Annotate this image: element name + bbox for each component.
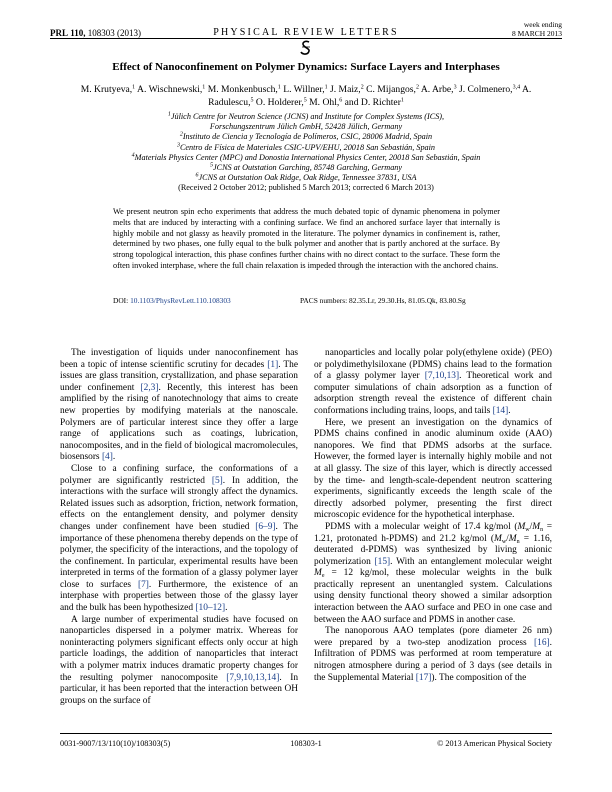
- doi-link[interactable]: 10.1103/PhysRevLett.110.108303: [130, 296, 231, 305]
- reference-link: [7]: [137, 579, 149, 590]
- affiliation-mark: 3: [176, 142, 180, 149]
- author-affil-mark: 1: [202, 84, 206, 91]
- reference-link: [15]: [374, 556, 391, 567]
- journal-name: PHYSICAL REVIEW LETTERS: [213, 27, 399, 38]
- footer-code: 0031-9007/13/110(10)/108303(5): [60, 739, 171, 748]
- reference-link: [1]: [267, 359, 279, 370]
- body-text: .: [508, 405, 511, 416]
- body-paragraph: [60, 464, 298, 615]
- affiliation-text: Materials Physics Center (MPC) and Donostia International Physics Center, 20018 San Sebastián, Spain: [134, 152, 481, 162]
- aps-logo-glyph-icon: [299, 40, 313, 56]
- math-expression: [314, 568, 324, 578]
- affiliation-lines: [50, 112, 562, 183]
- body-paragraph: [60, 615, 298, 708]
- reference-link: [5]: [211, 475, 223, 486]
- body-text: nanoparticles and locally polar poly(ethylene oxide) (PEO) or polydimethylsiloxane (PDMS) chains lead to the formation of a glassy polymer layer: [314, 348, 552, 382]
- affiliation-list: [50, 112, 562, 194]
- body-paragraph: [60, 348, 298, 464]
- affiliation-line: [50, 122, 562, 132]
- body-paragraph: [314, 626, 552, 684]
- body-text: . Infiltration of PDMS was performed at room temperature at nitrogen atmosphere during a period of 3 days (see details in the Supplemental Material: [314, 637, 552, 683]
- author: M. Krutyeva,: [80, 84, 133, 95]
- affiliation-text: Forschungszentrum Jülich GmbH, 52428 Jülich, Germany: [209, 122, 403, 132]
- author: A. Wischnewski,: [137, 84, 203, 95]
- math-subscript: n: [540, 526, 544, 533]
- math-expression: $M_w/M_n$: [517, 521, 544, 533]
- reference-link: [7,9,10,13,14]: [226, 672, 280, 683]
- reference-link: [10–12]: [195, 603, 226, 614]
- body-column-right: [314, 348, 552, 684]
- author-affil-mark: 5: [303, 97, 307, 104]
- math-symbol: M: [314, 568, 322, 579]
- author-affil-mark: 2: [360, 84, 364, 91]
- author-affil-mark: 5: [250, 97, 254, 104]
- body-paragraph: [314, 418, 552, 522]
- affiliation-mark: 1: [167, 111, 171, 118]
- author: J. Colmenero,: [459, 84, 513, 95]
- body-paragraph: [314, 522, 552, 626]
- reference-link: [17]: [415, 672, 432, 683]
- math-symbol: M: [517, 521, 526, 532]
- affiliation-mark: 6: [195, 172, 199, 179]
- body-text: The investigation of liquids under nanoconfinement has been a topic of intense scientific scrutiny for decades: [60, 348, 298, 370]
- affiliation-line: [50, 143, 562, 153]
- body-paragraph: [314, 348, 552, 418]
- footer-rule: [60, 733, 552, 734]
- doi: DOI: 10.1103/PhysRevLett.110.108303: [113, 296, 231, 305]
- body-text: .: [225, 603, 228, 614]
- affiliation-text: Centro de Física de Materiales CSIC-UPV/EHU, 20018 San Sebastián, Spain: [179, 142, 436, 152]
- math-subscript: n: [516, 538, 520, 545]
- journal-citation: PRL 110, 108303 (2013): [50, 28, 142, 38]
- pacs-numbers: PACS numbers: 82.35.Lr, 29.30.Hs, 81.05.Qk, 83.80.Sg: [300, 296, 466, 305]
- body-text: . In addition, the interactions with the surface will strongly affect the dynamics. Related issues such as adsorption, friction, network formation, effects on the entanglement density, and polymer density changes under confinement have been studied: [60, 475, 298, 532]
- reference-link: [14]: [492, 405, 509, 416]
- body-text: . The issues are glass transition, crystallization, and phase separation under confinement: [60, 359, 299, 393]
- page-number: 108303-1: [290, 739, 322, 748]
- body-text: .: [112, 452, 116, 463]
- math-subscript: e: [321, 573, 325, 580]
- math-subscript: w: [525, 526, 530, 533]
- body-text: . In particular, it has been reported that the interaction between OH groups on the surface of: [60, 672, 299, 706]
- author: J. Maiz,: [330, 84, 361, 95]
- body-text: = 1.21, protonated h-PDMS) and 21.2 kg/mol (: [314, 521, 553, 544]
- affiliation-line: [50, 163, 562, 173]
- author-affil-mark: 3: [453, 84, 457, 91]
- affiliation-mark: 4: [131, 152, 135, 159]
- affiliation-text: JCNS at Outstation Garching, 85748 Garching, Germany: [212, 163, 403, 173]
- author-affil-mark: 3,4: [512, 84, 521, 91]
- body-text: Close to a confining surface, the conformations of a polymer are significantly restricted: [60, 463, 298, 486]
- author-affil-mark: 1: [132, 84, 136, 91]
- math-subscript: w: [501, 538, 507, 545]
- body-text: ). The composition of the: [431, 672, 527, 683]
- author: M. Ohl,: [309, 96, 340, 108]
- author: M. Monkenbusch,: [207, 84, 278, 95]
- reference-link: [16]: [534, 637, 550, 648]
- affiliation-text: Instituto de Ciencia y Tecnología de Polímeros, CSIC, 28006 Madrid, Spain: [182, 132, 433, 142]
- paper-title: Effect of Nanoconfinement on Polymer Dynamics: Surface Layers and Interphases: [112, 61, 500, 73]
- affiliation-line: [50, 132, 562, 142]
- author-affil-mark: 1: [324, 84, 328, 91]
- author: and D. Richter: [344, 96, 401, 108]
- author-affil-mark: 6: [339, 97, 343, 104]
- math-symbol: M: [494, 533, 502, 544]
- affiliation-line: [50, 153, 562, 163]
- body-text: . Furthermore, the existence of an interphase with properties between those of the glassy layer and the bulk has been hypothesized: [60, 579, 298, 614]
- body-text: = 1.16, deuterated d-PDMS) was synthesized by living anionic polymerization: [314, 533, 552, 567]
- affiliation-text: JCNS at Outstation Oak Ridge, Oak Ridge, Tennessee 37831, USA: [198, 173, 417, 183]
- body-text: A large number of experimental studies have focused on nanoparticles dispersed in a polymer matrix. Whereas for noninteracting polymers significant effects only occur at high particle loadings, the addition of nanoparticles that interact with a polymer matrix induces dramatic property changes for the resulting polymer nanocomposite: [60, 614, 298, 683]
- copyright: © 2013 American Physical Society: [437, 739, 552, 748]
- body-text: . With an entanglement molecular weight: [390, 556, 552, 567]
- reference-link: [2,3]: [140, 382, 159, 393]
- reference-link: [4]: [101, 452, 113, 463]
- body-text: Here, we present an investigation on the dynamics of PDMS chains confined in anodic aluminum oxide (AAO) nanopores. We find that PDMS adsorbs at the surface. However, the formed layer is internally highly mobile and not at all glassy. The size of this layer, which is directly accessed by the time- and length-scale-dependent neutron scattering experiments, significantly exceeds the length scale of the directly adsorbed polymer, presenting the first direct microscopic evidence for the hypothetical interphase.: [314, 417, 552, 521]
- affiliation-text: Jülich Centre for Neutron Science (JCNS) and Institute for Complex Systems (ICS),: [170, 112, 445, 121]
- affiliation-mark: 2: [179, 131, 183, 138]
- author: O. Holderer,: [255, 96, 304, 108]
- affiliation-line: [50, 112, 562, 122]
- body-text: = 12 kg/mol, these molecular weights in the bulk practically represent an unentangled system. Calculations using density functional theory showed a similar adsorption interaction between the AAO surface and PEO in one case and between the AAO surface and PDMS in another case.: [314, 568, 552, 625]
- author: A. Arbe,: [420, 84, 454, 95]
- body-text: The nanoporous AAO templates (pore diameter 26 nm) were prepared by a two-step anodization process: [314, 626, 552, 648]
- body-text: . Theoretical work and computer simulations of chain adsorption as a function of adsorption strength reveal the existence of different chain conformations including trains, loops, and tails: [314, 371, 552, 416]
- reference-link: [7,10,13]: [424, 371, 460, 382]
- header-rule: [50, 38, 562, 39]
- math-symbol: M: [532, 521, 541, 532]
- reference-link: [6–9]: [255, 521, 276, 532]
- math-expression: $M_w/M_n$: [494, 533, 520, 545]
- math-symbol: M: [508, 533, 517, 544]
- author-list: [70, 84, 542, 109]
- affiliation-line: [50, 173, 562, 183]
- author-affil-mark: 2: [415, 84, 419, 91]
- author-affil-mark: 1: [400, 97, 404, 104]
- abstract: We present neutron spin echo experiments that address the much debated topic of dynamic phenomena in polymer melts that are induced by interacting with a confining surface. We find an anchored surface layer that internally is highly mobile and not glassy as heavily promoted in the literature. The polymer dynamics in confinement is, rather, determined by two phases, one fully equal to the bulk polymer and another that is partly anchored at the surface. By strong topological interaction, this phase confines further chains with no direct contact to the surface. These form the often invoked interphase, where the full chain relaxation is impeded through the interaction with the anchored chains.: [113, 207, 500, 270]
- received-dates: (Received 2 October 2012; published 5 March 2013; corrected 6 March 2013): [178, 183, 434, 193]
- author: L. Willner,: [283, 84, 325, 95]
- affiliation-mark: 5: [209, 162, 213, 169]
- body-text: PDMS with a molecular weight of 17.4 kg/mol (: [325, 521, 518, 532]
- body-text: . The importance of these phenomena thereby depends on the type of polymer, the specificity of the interactions, and the topology of the confinement. In particular, experimental results have been interpreted in terms of the formation of a glassy polymer layer close to surfaces: [60, 521, 299, 590]
- author: C. Mijangos,: [366, 84, 416, 95]
- body-text: . Recently, this interest has been amplified by the rising of nanotechnology that aims to create new properties by modifying materials at the nanoscale. Polymers are of particular interest since they offer a large range of applications such as coatings, lubrication, nanocomposites, and in the field of biological macromolecules, biosensors: [60, 382, 298, 463]
- body-column-left: [60, 348, 298, 707]
- author: A. Radulescu,: [208, 84, 532, 108]
- aps-logo-icon: [0, 40, 612, 60]
- author-affil-mark: 1: [277, 84, 281, 91]
- issue-date: week ending 8 MARCH 2013: [511, 20, 562, 38]
